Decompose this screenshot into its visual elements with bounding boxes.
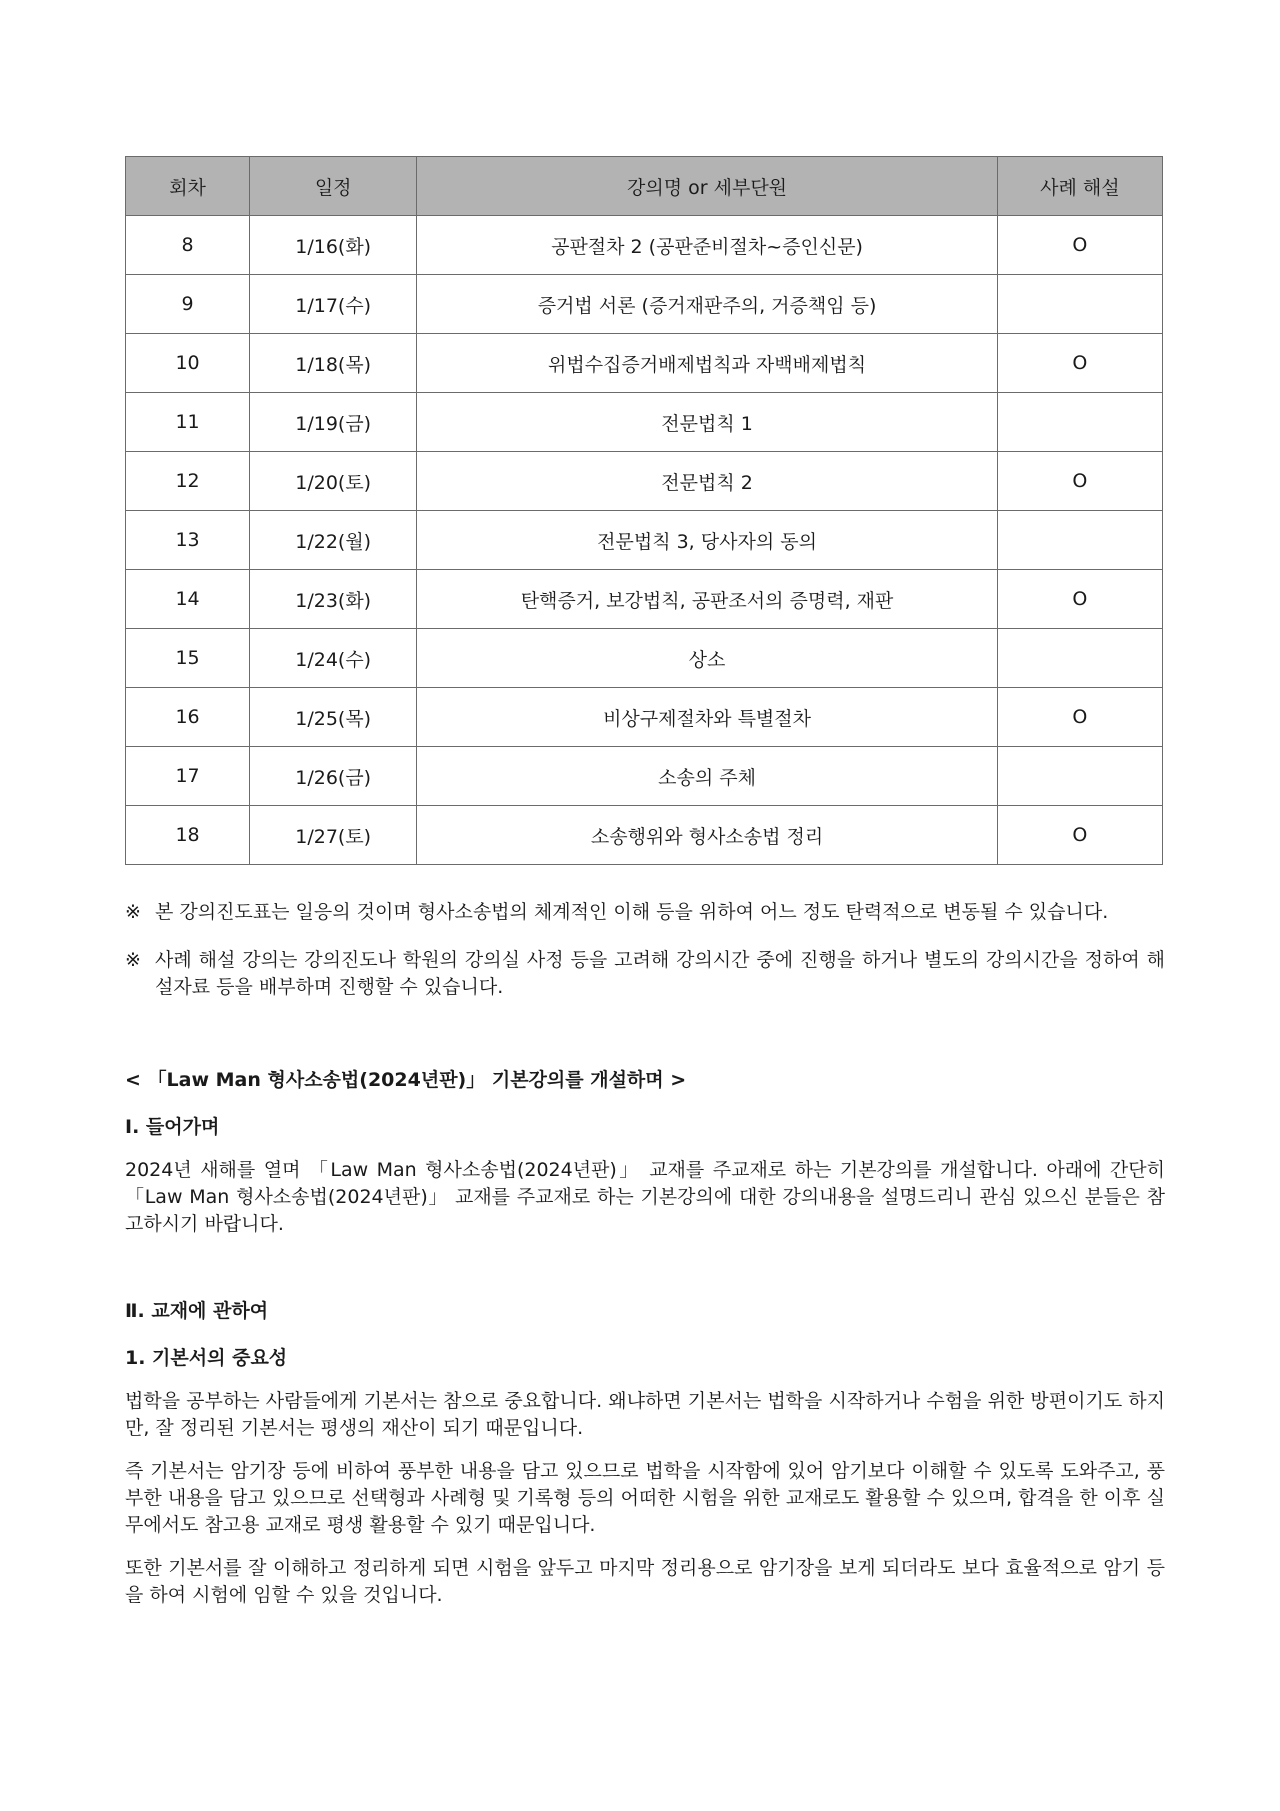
textbook-heading: Ⅱ. 교재에 관하여 [125, 1300, 269, 1322]
header-case-commentary: 사례 해설 [997, 157, 1162, 216]
document-page [125, 156, 1165, 1609]
table-row [126, 747, 1163, 806]
cell-lecture-title: 탄핵증거, 보강법칙, 공판조서의 증명력, 재판 [417, 570, 998, 629]
cell-session-no: 16 [126, 688, 250, 747]
table-row [126, 570, 1163, 629]
table-row [126, 452, 1163, 511]
intro-paragraph: 2024년 새해를 열며 「Law Man 형사소송법(2024년판)」 교재를 주교재로 하는 기본강의를 개설합니다. 아래에 간단히 「Law Man 형사소송법(2024년판)」 교재를 주교재로 하는 기본강의에 대한 강의내용을 설명드리니 관심 있으신 분들은 참고하시기 바랍니다. [125, 1159, 1165, 1235]
cell-case-mark: O [997, 806, 1162, 865]
cell-session-no: 13 [126, 511, 250, 570]
header-session-no: 회차 [126, 157, 250, 216]
cell-session-no: 17 [126, 747, 250, 806]
cell-date: 1/20(토) [250, 452, 417, 511]
textbook-paragraph: 법학을 공부하는 사람들에게 기본서는 참으로 중요합니다. 왜냐하면 기본서는 법학을 시작하거나 수험을 위한 방편이기도 하지만, 잘 정리된 기본서는 평생의 재산이 되기 때문입니다. [125, 1390, 1165, 1439]
cell-lecture-title: 소송의 주체 [417, 747, 998, 806]
cell-date: 1/23(화) [250, 570, 417, 629]
cell-case-mark [997, 393, 1162, 452]
cell-session-no: 8 [126, 216, 250, 275]
cell-session-no: 18 [126, 806, 250, 865]
intro-heading: Ⅰ. 들어가며 [125, 1116, 220, 1138]
table-row [126, 688, 1163, 747]
cell-case-mark [997, 629, 1162, 688]
cell-date: 1/22(월) [250, 511, 417, 570]
cell-case-mark [997, 747, 1162, 806]
cell-lecture-title: 상소 [417, 629, 998, 688]
note-mark: ※ [125, 901, 141, 923]
cell-session-no: 10 [126, 334, 250, 393]
note-item [125, 899, 1165, 926]
note-item [125, 947, 1165, 1001]
cell-case-mark: O [997, 216, 1162, 275]
cell-session-no: 12 [126, 452, 250, 511]
cell-session-no: 11 [126, 393, 250, 452]
header-lecture-title: 강의명 or 세부단원 [417, 157, 998, 216]
header-date: 일정 [250, 157, 417, 216]
cell-case-mark: O [997, 334, 1162, 393]
cell-date: 1/24(수) [250, 629, 417, 688]
table-header-row [126, 157, 1163, 216]
table-row [126, 216, 1163, 275]
cell-lecture-title: 전문법칙 3, 당사자의 동의 [417, 511, 998, 570]
cell-lecture-title: 증거법 서론 (증거재판주의, 거증책임 등) [417, 275, 998, 334]
note-mark: ※ [125, 949, 141, 971]
table-row [126, 629, 1163, 688]
cell-date: 1/19(금) [250, 393, 417, 452]
cell-date: 1/16(화) [250, 216, 417, 275]
note-text: 사례 해설 강의는 강의진도나 학원의 강의실 사정 등을 고려해 강의시간 중에 진행을 하거나 별도의 강의시간을 정하여 해설자료 등을 배부하며 진행할 수 있습니다. [155, 949, 1165, 998]
cell-session-no: 15 [126, 629, 250, 688]
table-row [126, 334, 1163, 393]
textbook-subheading: 1. 기본서의 중요성 [125, 1347, 288, 1369]
cell-case-mark [997, 511, 1162, 570]
textbook-paragraph: 즉 기본서는 암기장 등에 비하여 풍부한 내용을 담고 있으므로 법학을 시작함에 있어 암기보다 이해할 수 있도록 도와주고, 풍부한 내용을 담고 있으므로 선택형과 사례형 및 기록형 등의 어떠한 시험을 위한 교재로도 활용할 수 있으며, 합격을 한 이후 실무에서도 참고용 교재로 평생 활용할 수 있기 때문입니다. [125, 1460, 1165, 1536]
cell-lecture-title: 소송행위와 형사소송법 정리 [417, 806, 998, 865]
cell-case-mark: O [997, 688, 1162, 747]
lecture-schedule-table [125, 156, 1163, 865]
cell-lecture-title: 공판절차 2 (공판준비절차~증인신문) [417, 216, 998, 275]
table-row [126, 275, 1163, 334]
cell-lecture-title: 위법수집증거배제법칙과 자백배제법칙 [417, 334, 998, 393]
cell-date: 1/27(토) [250, 806, 417, 865]
table-row [126, 511, 1163, 570]
cell-date: 1/18(목) [250, 334, 417, 393]
cell-lecture-title: 전문법칙 2 [417, 452, 998, 511]
textbook-paragraph: 또한 기본서를 잘 이해하고 정리하게 되면 시험을 앞두고 마지막 정리용으로 암기장을 보게 되더라도 보다 효율적으로 암기 등을 하여 시험에 임할 수 있을 것입니다. [125, 1557, 1165, 1606]
cell-lecture-title: 전문법칙 1 [417, 393, 998, 452]
main-heading: < 「Law Man 형사소송법(2024년판)」 기본강의를 개설하며 > [125, 1069, 687, 1091]
schedule-notes [125, 899, 1165, 1001]
cell-date: 1/17(수) [250, 275, 417, 334]
cell-case-mark: O [997, 570, 1162, 629]
cell-date: 1/26(금) [250, 747, 417, 806]
cell-case-mark [997, 275, 1162, 334]
cell-date: 1/25(목) [250, 688, 417, 747]
table-row [126, 393, 1163, 452]
cell-lecture-title: 비상구제절차와 특별절차 [417, 688, 998, 747]
note-text: 본 강의진도표는 일응의 것이며 형사소송법의 체계적인 이해 등을 위하여 어느 정도 탄력적으로 변동될 수 있습니다. [155, 901, 1109, 923]
cell-case-mark: O [997, 452, 1162, 511]
cell-session-no: 14 [126, 570, 250, 629]
cell-session-no: 9 [126, 275, 250, 334]
table-row [126, 806, 1163, 865]
